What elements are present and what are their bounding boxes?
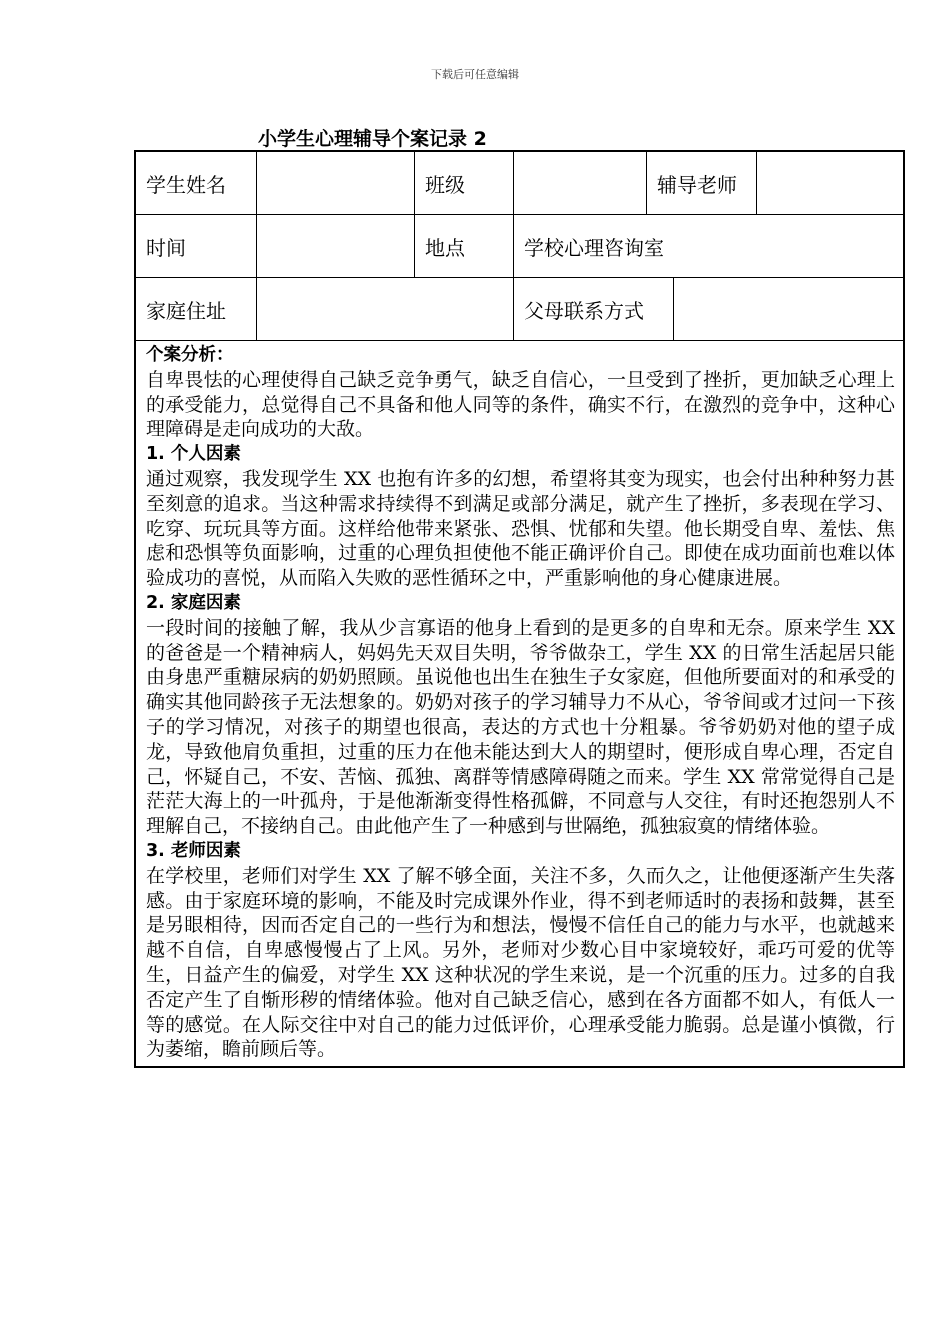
analysis-intro: 自卑畏怯的心理使得自己缺乏竞争勇气，缺乏自信心，一旦受到了挫折，更加缺乏心理上的承受能力，总觉得自己不具备和他人同等的条件，确实不行，在激烈的竞争中，这种心理障碍是走向成功的大敌。	[146, 368, 895, 441]
section-heading: 2. 家庭因素	[146, 592, 241, 613]
section-text: 在学校里，老师们对学生 XX 了解不够全面，关注不多，久而久之，让他便逐渐产生失落感。由于家庭环境的影响，不能及时完成课外作业，得不到老师适时的表扬和鼓舞，甚至是另眼相待，因而否定自己的一些行为和想法，慢慢不信任自己的能力与水平，也就越来越不自信，自卑感慢慢占了上风。另外，老师对少数心目中家境较好，乖巧可爱的优等生，日益产生的偏爱，对学生 XX 这种状况的学生来说，是一个沉重的压力。过多的自我否定产生了自惭形秽的情绪体验。他对自己缺乏信心，感到在各方面都不如人，有低人一等的感觉。在人际交往中对自己的能力过低评价，心理承受能力脆弱。总是谨小慎微，行为萎缩，瞻前顾后等。	[146, 864, 895, 1061]
time-value	[257, 215, 415, 277]
case-record-table	[134, 150, 905, 1068]
form-row-address	[136, 278, 903, 341]
address-label: 家庭住址	[136, 278, 257, 340]
class-value	[514, 152, 647, 214]
location-value: 学校心理咨询室	[524, 235, 664, 260]
document-title: 小学生心理辅导个案记录 2	[258, 128, 487, 150]
section-text: 通过观察，我发现学生 XX 也抱有许多的幻想，希望将其变为现实，也会付出种种努力甚至刻意的追求。当这种需求持续得不到满足或部分满足，就产生了挫折，多表现在学习、吃穿、玩玩具等方面。这样给他带来紧张、恐惧、忧郁和失望。他长期受自卑、羞怯、焦虑和恐惧等负面影响，过重的心理负担使他不能正确评价自己。即使在成功面前也难以体验成功的喜悦，从而陷入失败的恶性循环之中，严重影响他的身心健康进展。	[146, 467, 895, 590]
class-label: 班级	[415, 152, 514, 214]
form-row-time	[136, 215, 903, 278]
location-label: 地点	[415, 215, 514, 277]
analysis-section	[136, 341, 903, 1066]
student-name-value	[257, 152, 415, 214]
section-heading: 1. 个人因素	[146, 444, 241, 465]
form-row-student	[136, 152, 903, 215]
parent-contact-value	[674, 278, 903, 340]
time-label: 时间	[136, 215, 257, 277]
analysis-heading: 个案分析：	[146, 345, 234, 365]
section-text: 一段时间的接触了解，我从少言寡语的他身上看到的是更多的自卑和无奈。原来学生 XX 的爸爸是一个精神病人，妈妈先天双目失明，爷爷做杂工，学生 XX 的日常生活起居只能由身患严重糖尿病的奶奶照顾。虽说他也出生在独生子女家庭，但他所要面对的和承受的确实其他同龄孩子无法想象的。奶奶对孩子的学习辅导力不从心，爷爷间或才过问一下孩子的学习情况，对孩子的期望也很高，表达的方式也十分粗暴。爷爷奶奶对他的望子成龙，导致他肩负重担，过重的压力在他未能达到大人的期望时，便形成自卑心理，否定自己，怀疑自己，不安、苦恼、孤独、离群等情感障碍随之而来。学生 XX 常常觉得自己是茫茫大海上的一叶孤舟，于是他渐渐变得性格孤僻，不同意与人交往，有时还抱怨别人不理解自己，不接纳自己。由此他产生了一种感到与世隔绝，孤独寂寞的情绪体验。	[146, 616, 895, 838]
student-name-label: 学生姓名	[136, 152, 257, 214]
header-note: 下载后可任意编辑	[431, 68, 519, 81]
section-heading: 3. 老师因素	[146, 840, 241, 861]
address-value	[257, 278, 514, 340]
teacher-value	[757, 152, 903, 214]
teacher-label: 辅导老师	[647, 152, 757, 214]
parent-contact-label: 父母联系方式	[514, 278, 674, 340]
